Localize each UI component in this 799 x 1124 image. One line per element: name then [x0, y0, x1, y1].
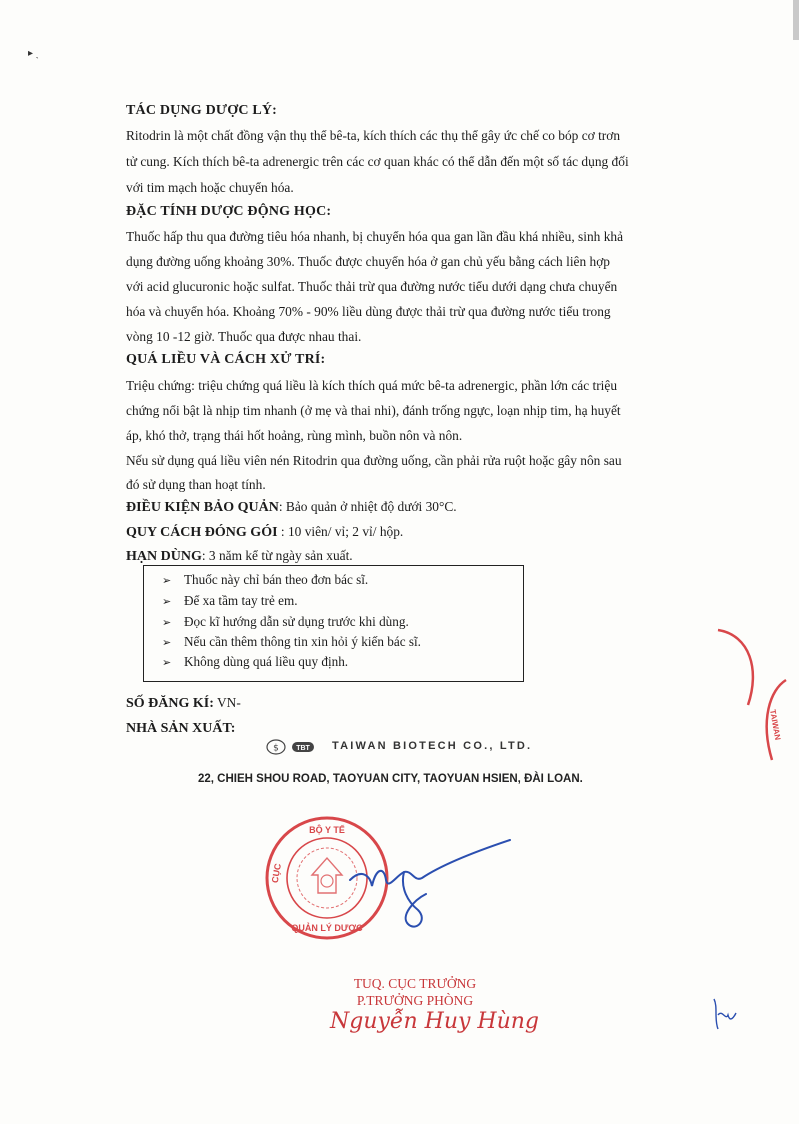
manufacturer-label: NHÀ SẢN XUẤT: [126, 721, 236, 736]
pharmacology-line: Ritodrin là một chất đồng vận thụ thể bê-ta, kích thích các thụ thể gây ức chế co bóp cơ trơn [126, 128, 621, 143]
warning-item: ➢ Thuốc này chỉ bán theo đơn bác sĩ. [162, 572, 369, 587]
warning-item: ➢ Đọc kĩ hướng dẫn sử dụng trước khi dùng. [162, 614, 409, 629]
arrow-bullet-icon: ➢ [162, 616, 172, 629]
registration-label: SỐ ĐĂNG KÍ: [126, 696, 214, 711]
pharmacokinetics-line: vòng 10 -12 giờ. Thuốc qua được nhau thai. [126, 329, 362, 344]
signature-scribble-icon [342, 838, 522, 938]
overdose-line: Triệu chứng: triệu chứng quá liều là kích thích quá mức bê-ta adrenergic, phần lớn các triệu [126, 378, 618, 393]
signatory-name: Nguyễn Huy Hùng [330, 1009, 540, 1034]
pharmacokinetics-heading: ĐẶC TÍNH DƯỢC ĐỘNG HỌC: [126, 204, 332, 219]
pharmacokinetics-line: hóa và chuyển hóa. Khoảng 70% - 90% liều dùng được thải trừ qua đường nước tiểu trong [126, 304, 611, 319]
expiry-value: : 3 năm kể từ ngày sản xuất. [201, 548, 353, 563]
svg-text:QUẢN LÝ DƯỢC: QUẢN LÝ DƯỢC [291, 923, 363, 933]
pharmacokinetics-line: với acid glucuronic hoặc sulfat. Thuốc thải trừ qua đường nước tiểu dưới dạng chưa chuyển [126, 279, 618, 294]
storage-field [126, 499, 457, 516]
logo-badge: TBT [296, 745, 310, 752]
svg-text:$: $ [273, 743, 279, 754]
manufacturer-address: 22, CHIEH SHOU ROAD, TAOYUAN CITY, TAOYUAN HSIEN, ĐÀI LOAN. [198, 773, 583, 785]
registration-field [126, 695, 241, 712]
signature-title-1: TUQ. CỤC TRƯỞNG [353, 976, 477, 991]
pharmacokinetics-line: Thuốc hấp thu qua đường tiêu hóa nhanh, bị chuyển hóa qua gan lần đầu khá nhiều, sinh khả [126, 229, 624, 244]
warning-item: ➢ Không dùng quá liều quy định. [162, 654, 349, 669]
side-stamp-icon [700, 610, 799, 770]
scan-artifact: ▸ ˎ [28, 48, 39, 59]
storage-value: : Bảo quản ở nhiệt độ dưới 30°C. [278, 499, 457, 514]
packing-value: : 10 viên/ vỉ; 2 vỉ/ hộp. [277, 524, 404, 539]
packing-field [126, 524, 403, 541]
arrow-bullet-icon: ➢ [162, 574, 172, 587]
overdose-heading: QUÁ LIỀU VÀ CÁCH XỬ TRÍ: [126, 352, 326, 367]
overdose-line: áp, khó thở, trạng thái hốt hoảng, rùng mình, buồn nôn và nôn. [126, 428, 463, 443]
overdose-line: chứng nổi bật là nhịp tim nhanh (ở mẹ và thai nhi), đánh trống ngực, loạn nhịp tim, hạ huyết [126, 403, 621, 418]
manufacturer-field [126, 720, 235, 737]
svg-text:CỤC: CỤC [269, 862, 283, 884]
pharmacology-line: với tim mạch hoặc chuyển hóa. [126, 180, 294, 195]
pharmacokinetics-line: dụng đường uống khoảng 30%. Thuốc được chuyển hóa ở gan chủ yếu bằng cách liên hợp [126, 254, 610, 269]
scan-edge-shadow [793, 0, 799, 40]
overdose-line: Nếu sử dụng quá liều viên nén Ritodrin qua đường uống, cần phải rửa ruột hoặc gây nôn sau [126, 453, 622, 468]
storage-label: ĐIỀU KIỆN BẢO QUẢN [126, 500, 279, 515]
signature-title-2: P.TRƯỞNG PHÒNG [356, 993, 474, 1008]
warning-item: ➢ Để xa tầm tay trẻ em. [162, 593, 298, 608]
manufacturer-logo-icon [266, 738, 326, 758]
arrow-bullet-icon: ➢ [162, 636, 172, 649]
svg-text:BỘ Y TẾ: BỘ Y TẾ [309, 825, 345, 835]
warnings-box [143, 565, 524, 682]
pharmacology-line: tử cung. Kích thích bê-ta adrenergic trên các cơ quan khác có thể dẫn đến một số tác dụng đối [126, 154, 629, 169]
warning-item: ➢ Nếu cần thêm thông tin xin hỏi ý kiến bác sĩ. [162, 634, 421, 649]
packing-label: QUY CÁCH ĐÓNG GÓI [126, 525, 278, 540]
arrow-bullet-icon: ➢ [162, 595, 172, 608]
arrow-bullet-icon: ➢ [162, 656, 172, 669]
signature-block [330, 975, 540, 1035]
registration-value: VN- [213, 695, 241, 710]
expiry-field [126, 548, 353, 565]
pharmacology-heading: TÁC DỤNG DƯỢC LÝ: [126, 103, 278, 118]
overdose-line: đó sử dụng than hoạt tính. [126, 477, 266, 492]
initials-scribble-icon [708, 995, 738, 1035]
manufacturer-name: TAIWAN BIOTECH CO., LTD. [332, 740, 533, 752]
expiry-label: HẠN DÙNG [126, 549, 202, 564]
svg-text:TAIWAN: TAIWAN [768, 708, 783, 741]
